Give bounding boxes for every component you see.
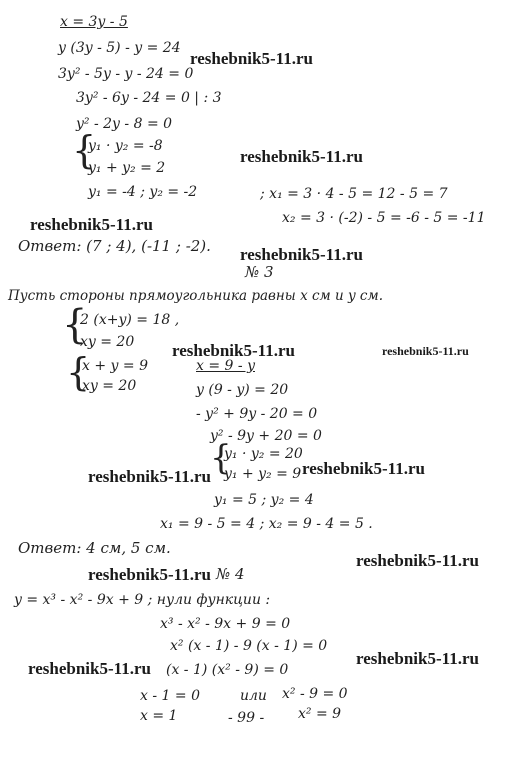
problem-number: № 3 (245, 263, 274, 281)
equation-line: y² - 2y - 8 = 0 (76, 116, 173, 132)
equation-line: x₂ = 3 · (-2) - 5 = -6 - 5 = -11 (282, 210, 486, 226)
watermark: reshebnik5-11.ru (172, 341, 295, 360)
equation-line: y₁ + y₂ = 2 (88, 160, 166, 176)
watermark: reshebnik5-11.ru (356, 551, 479, 570)
problem-statement: Пусть стороны прямоугольника равны x см и y см. (8, 288, 383, 304)
equation-line: y₁ = 5 ; y₂ = 4 (214, 492, 314, 508)
equation-line: y₁ = -4 ; y₂ = -2 (88, 184, 198, 200)
system-brace: { (62, 302, 88, 348)
watermark: reshebnik5-11.ru (302, 459, 425, 478)
equation-line: x² = 9 (298, 706, 342, 722)
watermark: reshebnik5-11.ru (190, 49, 313, 68)
equation-line: x = 3y - 5 (60, 14, 128, 30)
equation-line: xy = 20 (80, 334, 135, 350)
equation-line: 3y² - 5y - y - 24 = 0 (58, 66, 194, 82)
answer-line: Ответ: (7 ; 4), (-11 ; -2). (18, 237, 211, 255)
connector-word: или (240, 688, 267, 704)
equation-line: 2 (x+y) = 18 , (80, 312, 180, 328)
equation-line: x = 1 (140, 708, 178, 724)
watermark: reshebnik5-11.ru (28, 659, 151, 678)
watermark: reshebnik5-11.ru (356, 649, 479, 668)
equation-line: x + y = 9 (82, 358, 148, 374)
equation-line: ; x₁ = 3 · 4 - 5 = 12 - 5 = 7 (260, 186, 448, 202)
watermark: reshebnik5-11.ru (30, 215, 153, 234)
equation-line: y (9 - y) = 20 (196, 382, 289, 398)
answer-line: Ответ: 4 см, 5 см. (18, 539, 171, 557)
watermark: reshebnik5-11.ru (382, 344, 469, 358)
equation-line: y₁ · y₂ = -8 (88, 138, 163, 154)
equation-line: y (3y - 5) - y = 24 (58, 40, 181, 56)
equation-line: y = x³ - x² - 9x + 9 ; нули функции : (14, 592, 271, 608)
equation-line: x = 9 - y (196, 358, 255, 374)
equation-line: x - 1 = 0 (140, 688, 200, 704)
watermark: reshebnik5-11.ru (88, 565, 211, 584)
equation-line: - y² + 9y - 20 = 0 (196, 406, 318, 422)
page-number: - 99 - (228, 710, 265, 726)
equation-line: (x - 1) (x² - 9) = 0 (166, 662, 289, 678)
watermark: reshebnik5-11.ru (240, 147, 363, 166)
equation-line: y₁ + y₂ = 9 (224, 466, 302, 482)
equation-line: x² - 9 = 0 (282, 686, 348, 702)
equation-line: x₁ = 9 - 5 = 4 ; x₂ = 9 - 4 = 5 . (160, 516, 373, 532)
system-brace: { (66, 350, 91, 394)
equation-line: x³ - x² - 9x + 9 = 0 (160, 616, 291, 632)
equation-line: y² - 9y + 20 = 0 (210, 428, 322, 444)
equation-line: xy = 20 (82, 378, 137, 394)
system-brace: { (210, 438, 232, 478)
watermark: reshebnik5-11.ru (240, 245, 363, 264)
problem-number: № 4 (216, 565, 245, 583)
equation-line: x² (x - 1) - 9 (x - 1) = 0 (170, 638, 328, 654)
equation-line: y₁ · y₂ = 20 (224, 446, 303, 462)
system-brace: { (72, 128, 97, 172)
equation-line: 3y² - 6y - 24 = 0 | : 3 (76, 90, 222, 106)
watermark: reshebnik5-11.ru (88, 467, 211, 486)
